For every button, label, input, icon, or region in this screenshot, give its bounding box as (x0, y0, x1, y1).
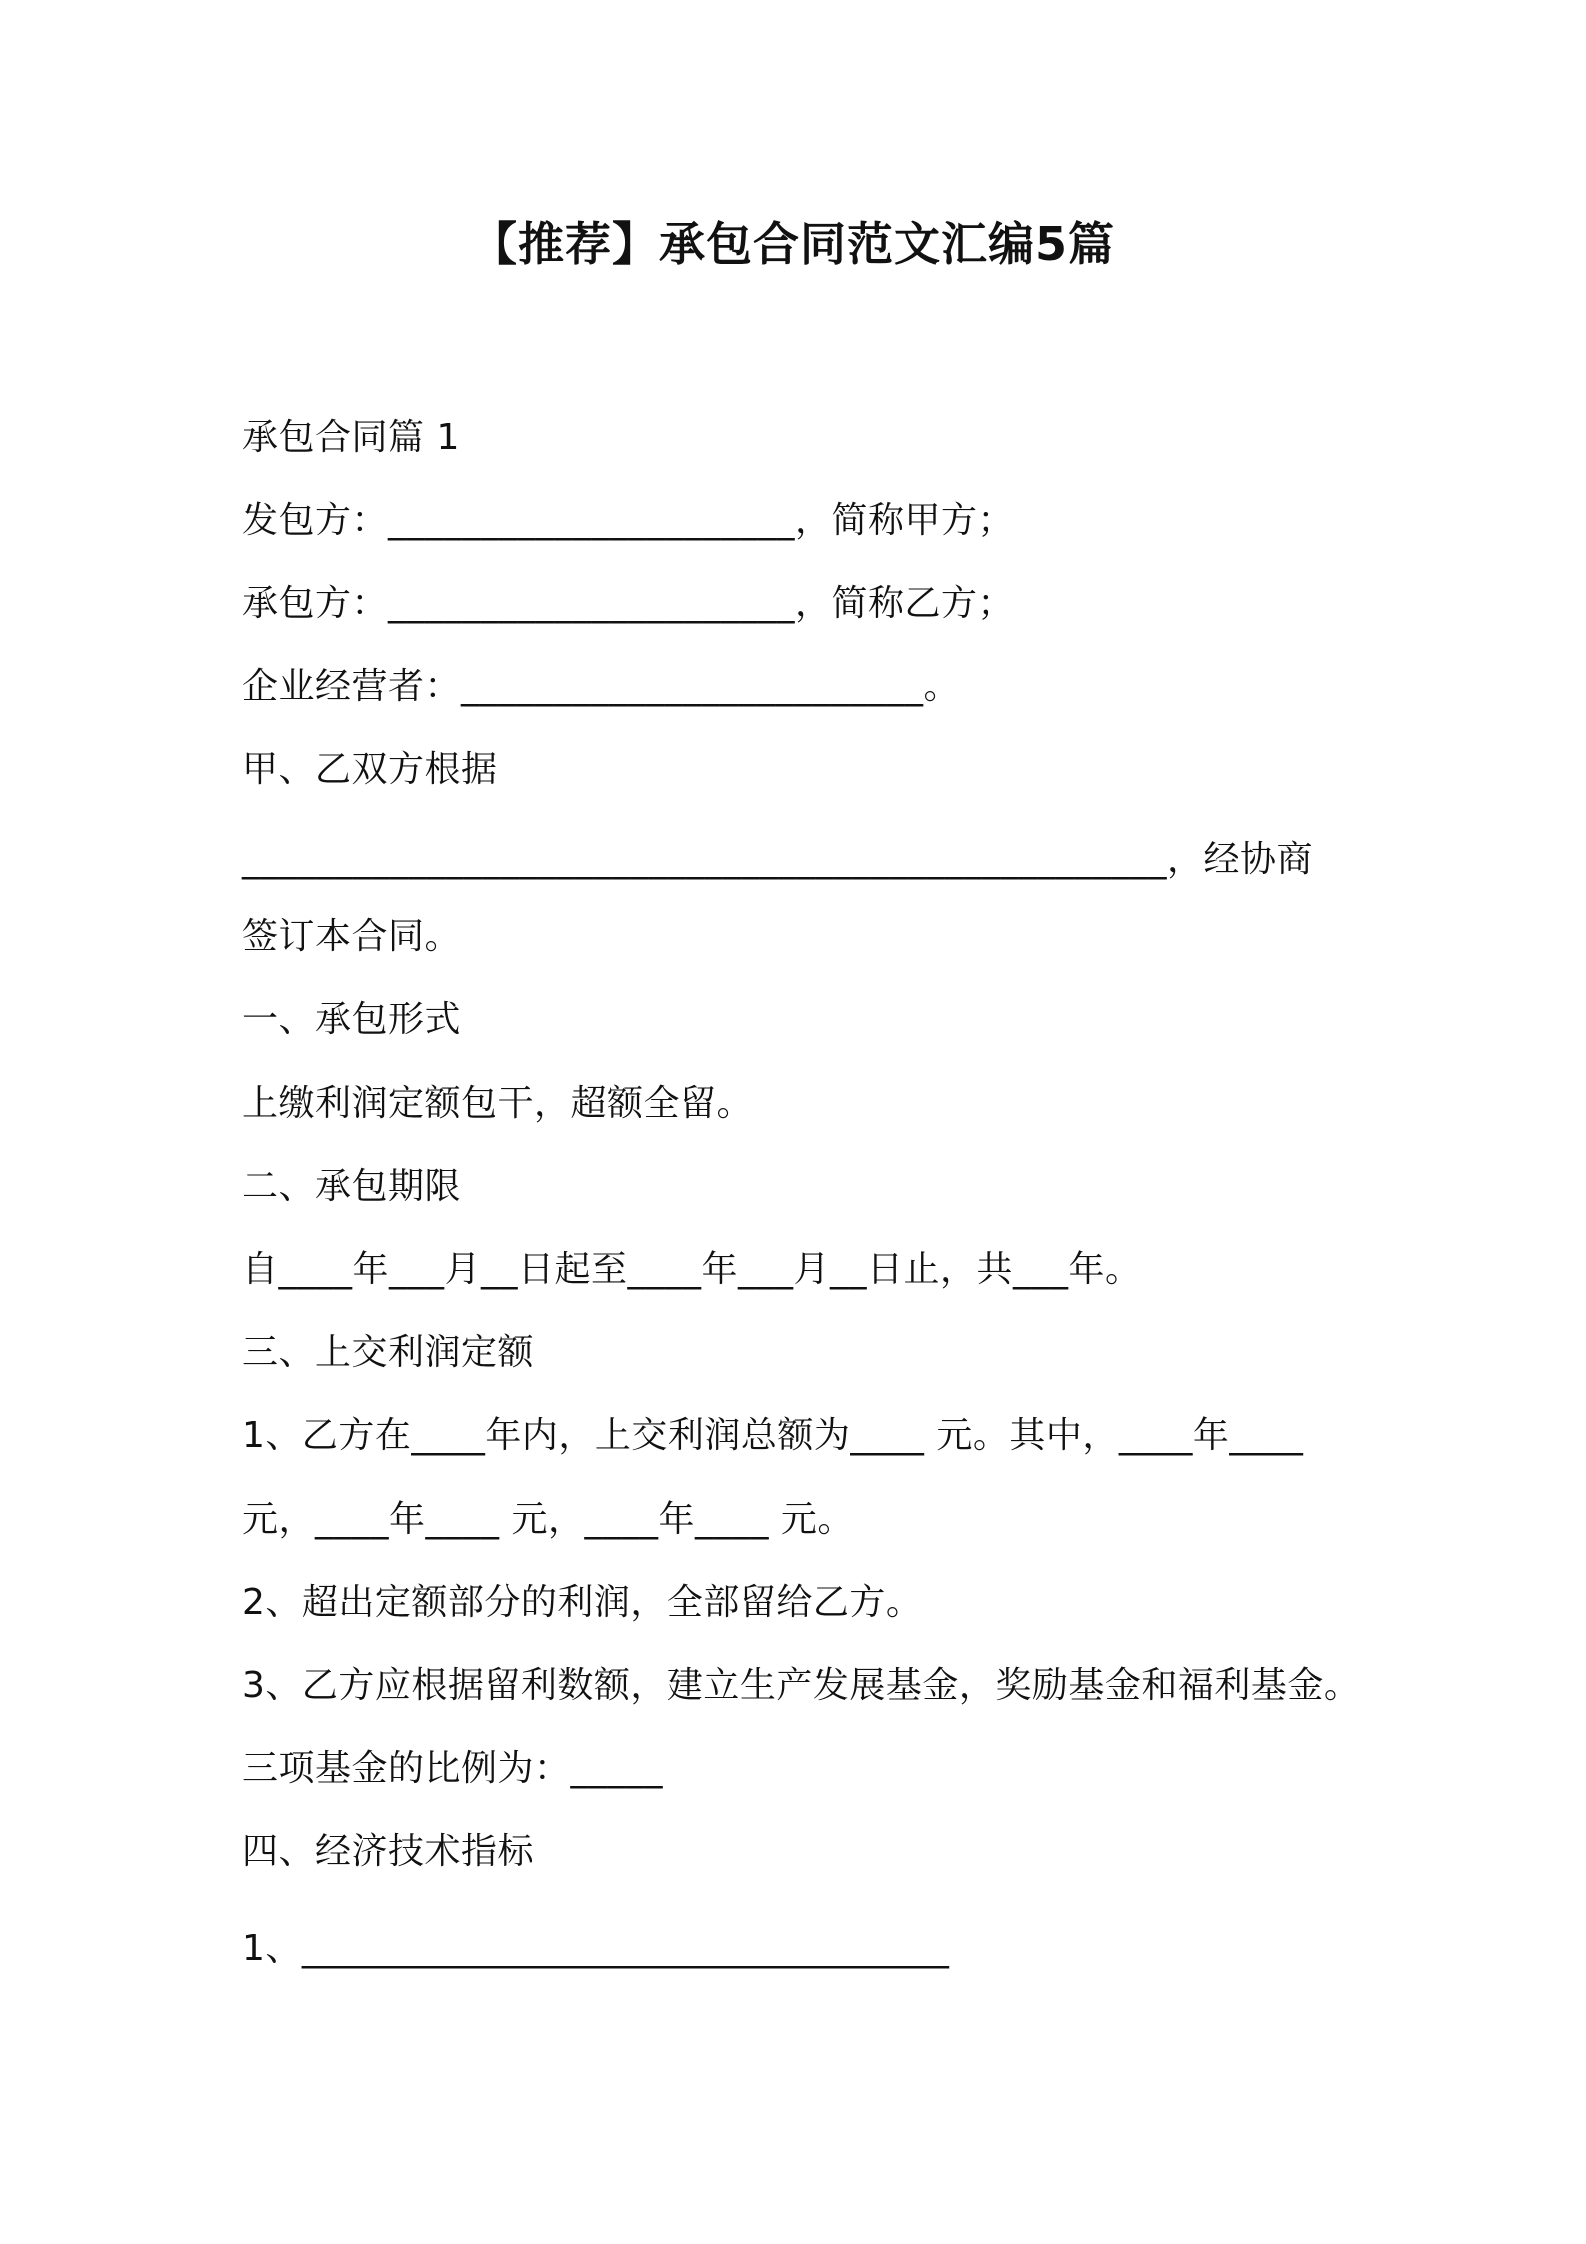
term-text: 自____年___月__日起至____年___月__日止，共___年。 (242, 1249, 1142, 1290)
form-text: 上缴利润定额包干，超额全留。 (242, 1083, 754, 1124)
profit-item-1-line-2: 元，____年____ 元，____年____ 元。 (242, 1499, 854, 1540)
section-heading-indicators: 四、经济技术指标 (242, 1831, 535, 1872)
sign-line: 签订本合同。 (242, 916, 462, 957)
operator-line: 企业经营者：_________________________。 (242, 666, 961, 707)
basis-line: 甲、乙双方根据 (242, 749, 498, 790)
party-a-line: 发包方：______________________，简称甲方； (242, 500, 1015, 541)
section-heading-profit: 三、上交利润定额 (242, 1332, 535, 1373)
basis-blank-line: __________________________________________________，经协商 (242, 839, 1313, 880)
section-heading-contract-1: 承包合同篇 1 (242, 417, 460, 458)
party-b-line: 承包方：______________________，简称乙方； (242, 583, 1015, 624)
section-heading-form: 一、承包形式 (242, 999, 462, 1040)
profit-item-1-line-1: 1、乙方在____年内，上交利润总额为____ 元。其中，____年____ (242, 1415, 1304, 1456)
profit-item-3: 3、乙方应根据留利数额，建立生产发展基金，奖励基金和福利基金。 (242, 1665, 1361, 1706)
profit-item-2: 2、超出定额部分的利润，全部留给乙方。 (242, 1582, 923, 1623)
indicator-item-1: 1、___________________________________ (242, 1928, 950, 1969)
document-title: 【推荐】承包合同范文汇编5篇 (470, 217, 1115, 271)
fund-ratio-line: 三项基金的比例为：_____ (242, 1748, 664, 1789)
section-heading-term: 二、承包期限 (242, 1166, 462, 1207)
